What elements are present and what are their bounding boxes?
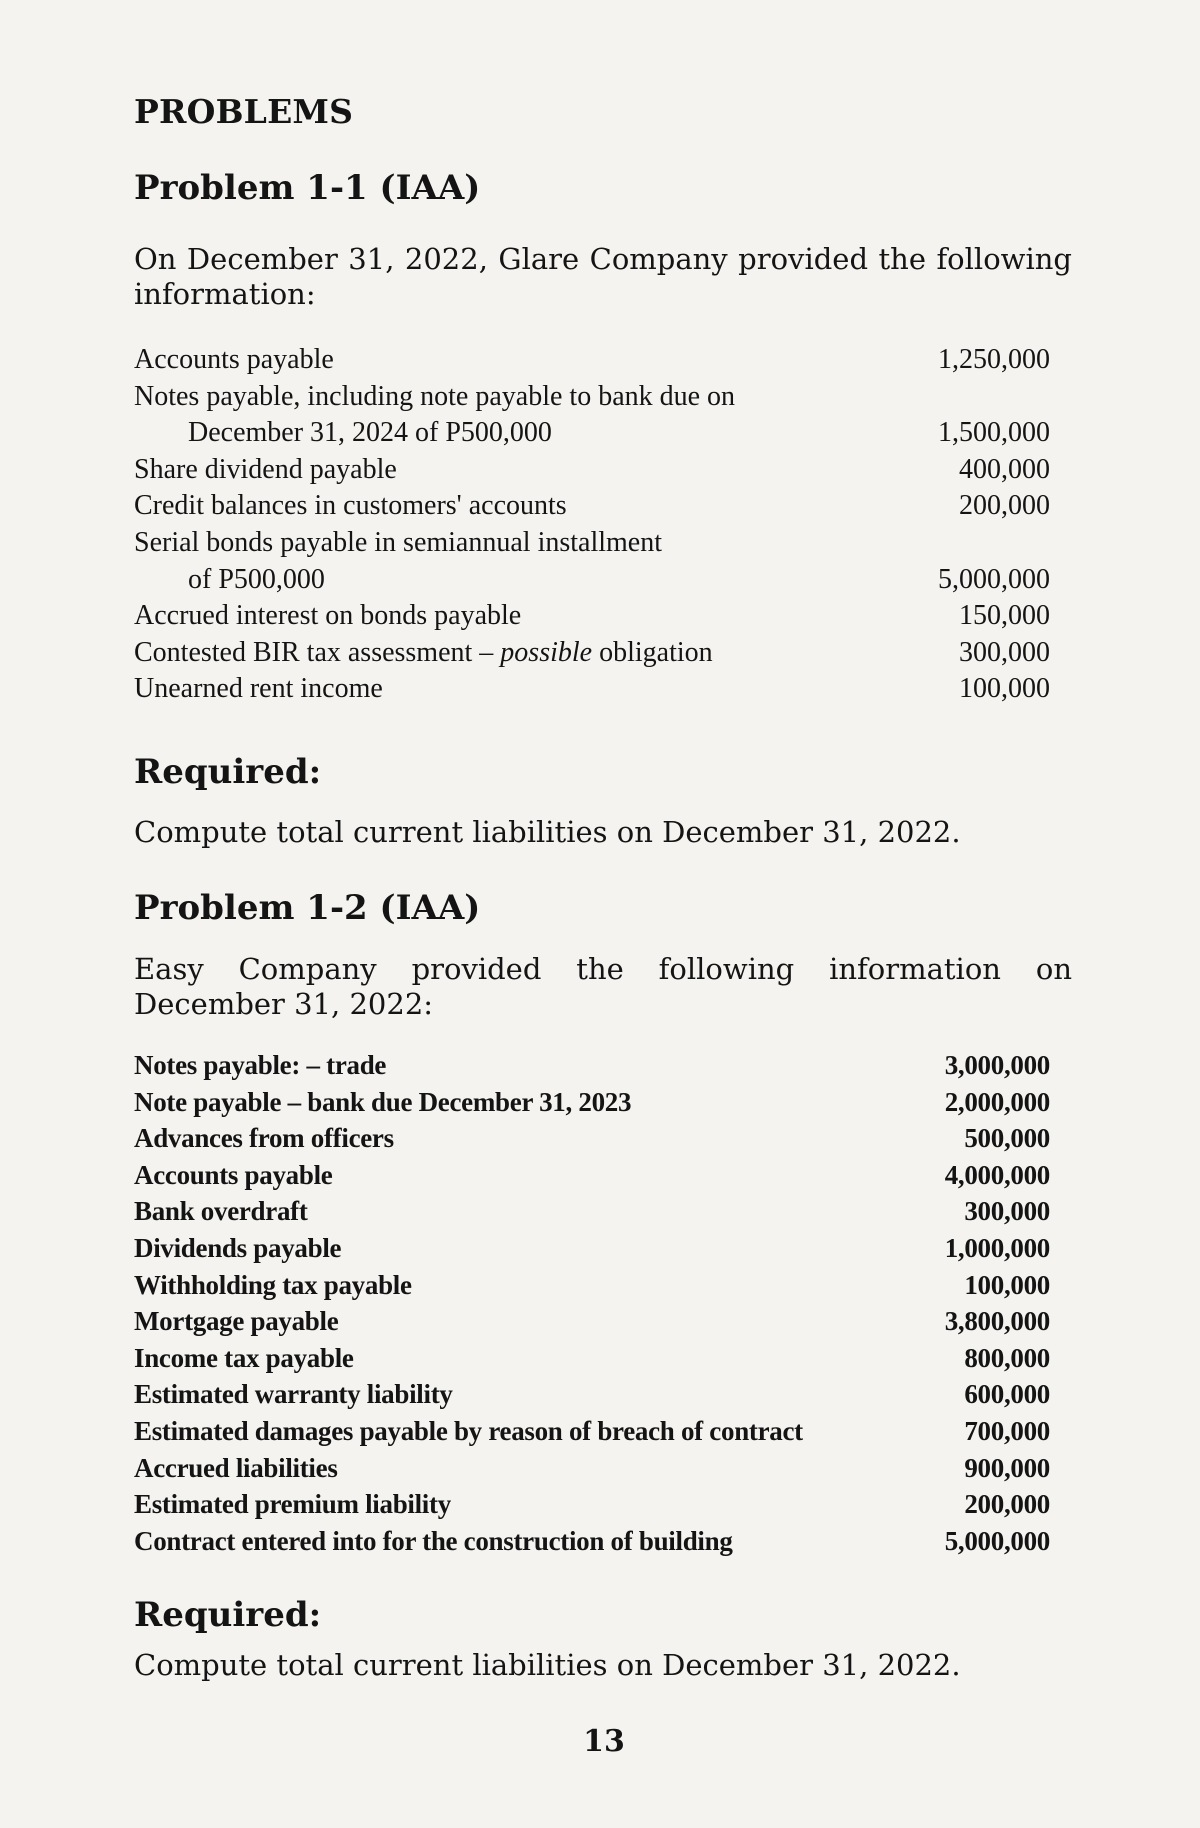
item-amount: 1,250,000 <box>938 344 1050 375</box>
list-item <box>134 1303 1050 1340</box>
item-label: Advances from officers <box>134 1123 394 1154</box>
item-label: Income tax payable <box>134 1342 354 1373</box>
item-amount: 5,000,000 <box>938 563 1050 595</box>
list-item <box>134 488 1050 525</box>
item-label: Contested BIR tax assessment – possible obligation <box>134 636 713 668</box>
item-label: Accrued interest on bonds payable <box>134 600 522 632</box>
item-label: Accounts payable <box>134 1159 333 1190</box>
list-item <box>134 671 1050 708</box>
item-label: of P500,000 <box>188 563 325 595</box>
item-amount: 4,000,000 <box>944 1159 1050 1190</box>
item-label: Dividends payable <box>134 1232 342 1263</box>
item-amount: 1,000,000 <box>944 1232 1050 1263</box>
item-amount: 500,000 <box>964 1123 1050 1154</box>
list-item <box>134 379 1050 416</box>
item-amount: 900,000 <box>964 1452 1050 1483</box>
item-amount: 150,000 <box>959 600 1050 632</box>
problem-1-instruction: Compute total current liabilities on December 31, 2022. <box>134 815 961 849</box>
problem-2-items <box>134 1047 1050 1559</box>
list-item <box>134 1523 1050 1560</box>
item-label: Estimated damages payable by reason of breach of contract <box>134 1415 803 1446</box>
list-item <box>134 1047 1050 1084</box>
item-amount: 3,000,000 <box>944 1050 1050 1080</box>
list-item <box>134 1486 1050 1523</box>
problem-1-intro: On December 31, 2022, Glare Company provided the following information: <box>134 242 1072 311</box>
list-item <box>134 1340 1050 1377</box>
list-item <box>134 1084 1050 1121</box>
list-item <box>134 1157 1050 1194</box>
item-label: Note payable – bank due December 31, 2023 <box>134 1086 632 1117</box>
problem-1-items <box>134 342 1050 708</box>
item-amount: 2,000,000 <box>944 1086 1050 1117</box>
problem-1-required: Required: <box>134 752 322 792</box>
item-amount: 5,000,000 <box>944 1525 1050 1556</box>
item-label: Notes payable, including note payable to bank due on <box>134 380 736 412</box>
list-item <box>134 415 1050 452</box>
item-amount: 400,000 <box>959 453 1050 485</box>
item-amount: 700,000 <box>964 1415 1050 1446</box>
item-label: Bank overdraft <box>134 1196 308 1227</box>
item-label: Credit balances in customers' accounts <box>134 490 567 522</box>
list-item <box>134 635 1050 672</box>
item-label: Share dividend payable <box>134 453 397 485</box>
item-amount: 100,000 <box>959 673 1050 705</box>
item-label: Estimated premium liability <box>134 1489 451 1520</box>
item-label: Mortgage payable <box>134 1306 339 1337</box>
item-amount: 100,000 <box>964 1269 1050 1300</box>
problem-2-instruction: Compute total current liabilities on December 31, 2022. <box>134 1648 961 1682</box>
list-item <box>134 342 1050 379</box>
page-number: 13 <box>583 1724 625 1759</box>
item-amount: 200,000 <box>959 490 1050 522</box>
list-item <box>134 562 1050 599</box>
list-item <box>134 1413 1050 1450</box>
item-label: December 31, 2024 of P500,000 <box>188 417 552 449</box>
item-amount: 300,000 <box>964 1196 1050 1227</box>
textbook-page <box>134 0 1074 1828</box>
list-item <box>134 1230 1050 1267</box>
item-label: Serial bonds payable in semiannual installment <box>134 526 662 558</box>
item-label: Contract entered into for the construction of building <box>134 1525 733 1556</box>
list-item <box>134 525 1050 562</box>
list-item <box>134 1267 1050 1304</box>
list-item <box>134 1120 1050 1157</box>
problem-2-intro: Easy Company provided the following information on December 31, 2022: <box>134 952 1072 1021</box>
item-amount: 1,500,000 <box>938 417 1050 449</box>
list-item <box>134 1193 1050 1230</box>
item-amount: 200,000 <box>964 1489 1050 1520</box>
problem-2-title: Problem 1-2 (IAA) <box>134 888 481 928</box>
item-amount: 3,800,000 <box>944 1306 1050 1337</box>
item-label: Notes payable: – trade <box>134 1050 387 1080</box>
item-label: Estimated warranty liability <box>134 1379 453 1410</box>
section-heading: PROBLEMS <box>134 92 354 131</box>
list-item <box>134 1376 1050 1413</box>
problem-1-title: Problem 1-1 (IAA) <box>134 168 481 208</box>
problem-2-required: Required: <box>134 1595 322 1635</box>
list-item <box>134 598 1050 635</box>
item-label: Accrued liabilities <box>134 1452 338 1483</box>
item-label: Accounts payable <box>134 344 334 375</box>
list-item <box>134 452 1050 489</box>
list-item <box>134 1450 1050 1487</box>
item-label: Unearned rent income <box>134 673 383 705</box>
item-label: Withholding tax payable <box>134 1269 412 1300</box>
item-amount: 300,000 <box>959 636 1050 668</box>
item-amount: 600,000 <box>964 1379 1050 1410</box>
item-amount: 800,000 <box>964 1342 1050 1373</box>
